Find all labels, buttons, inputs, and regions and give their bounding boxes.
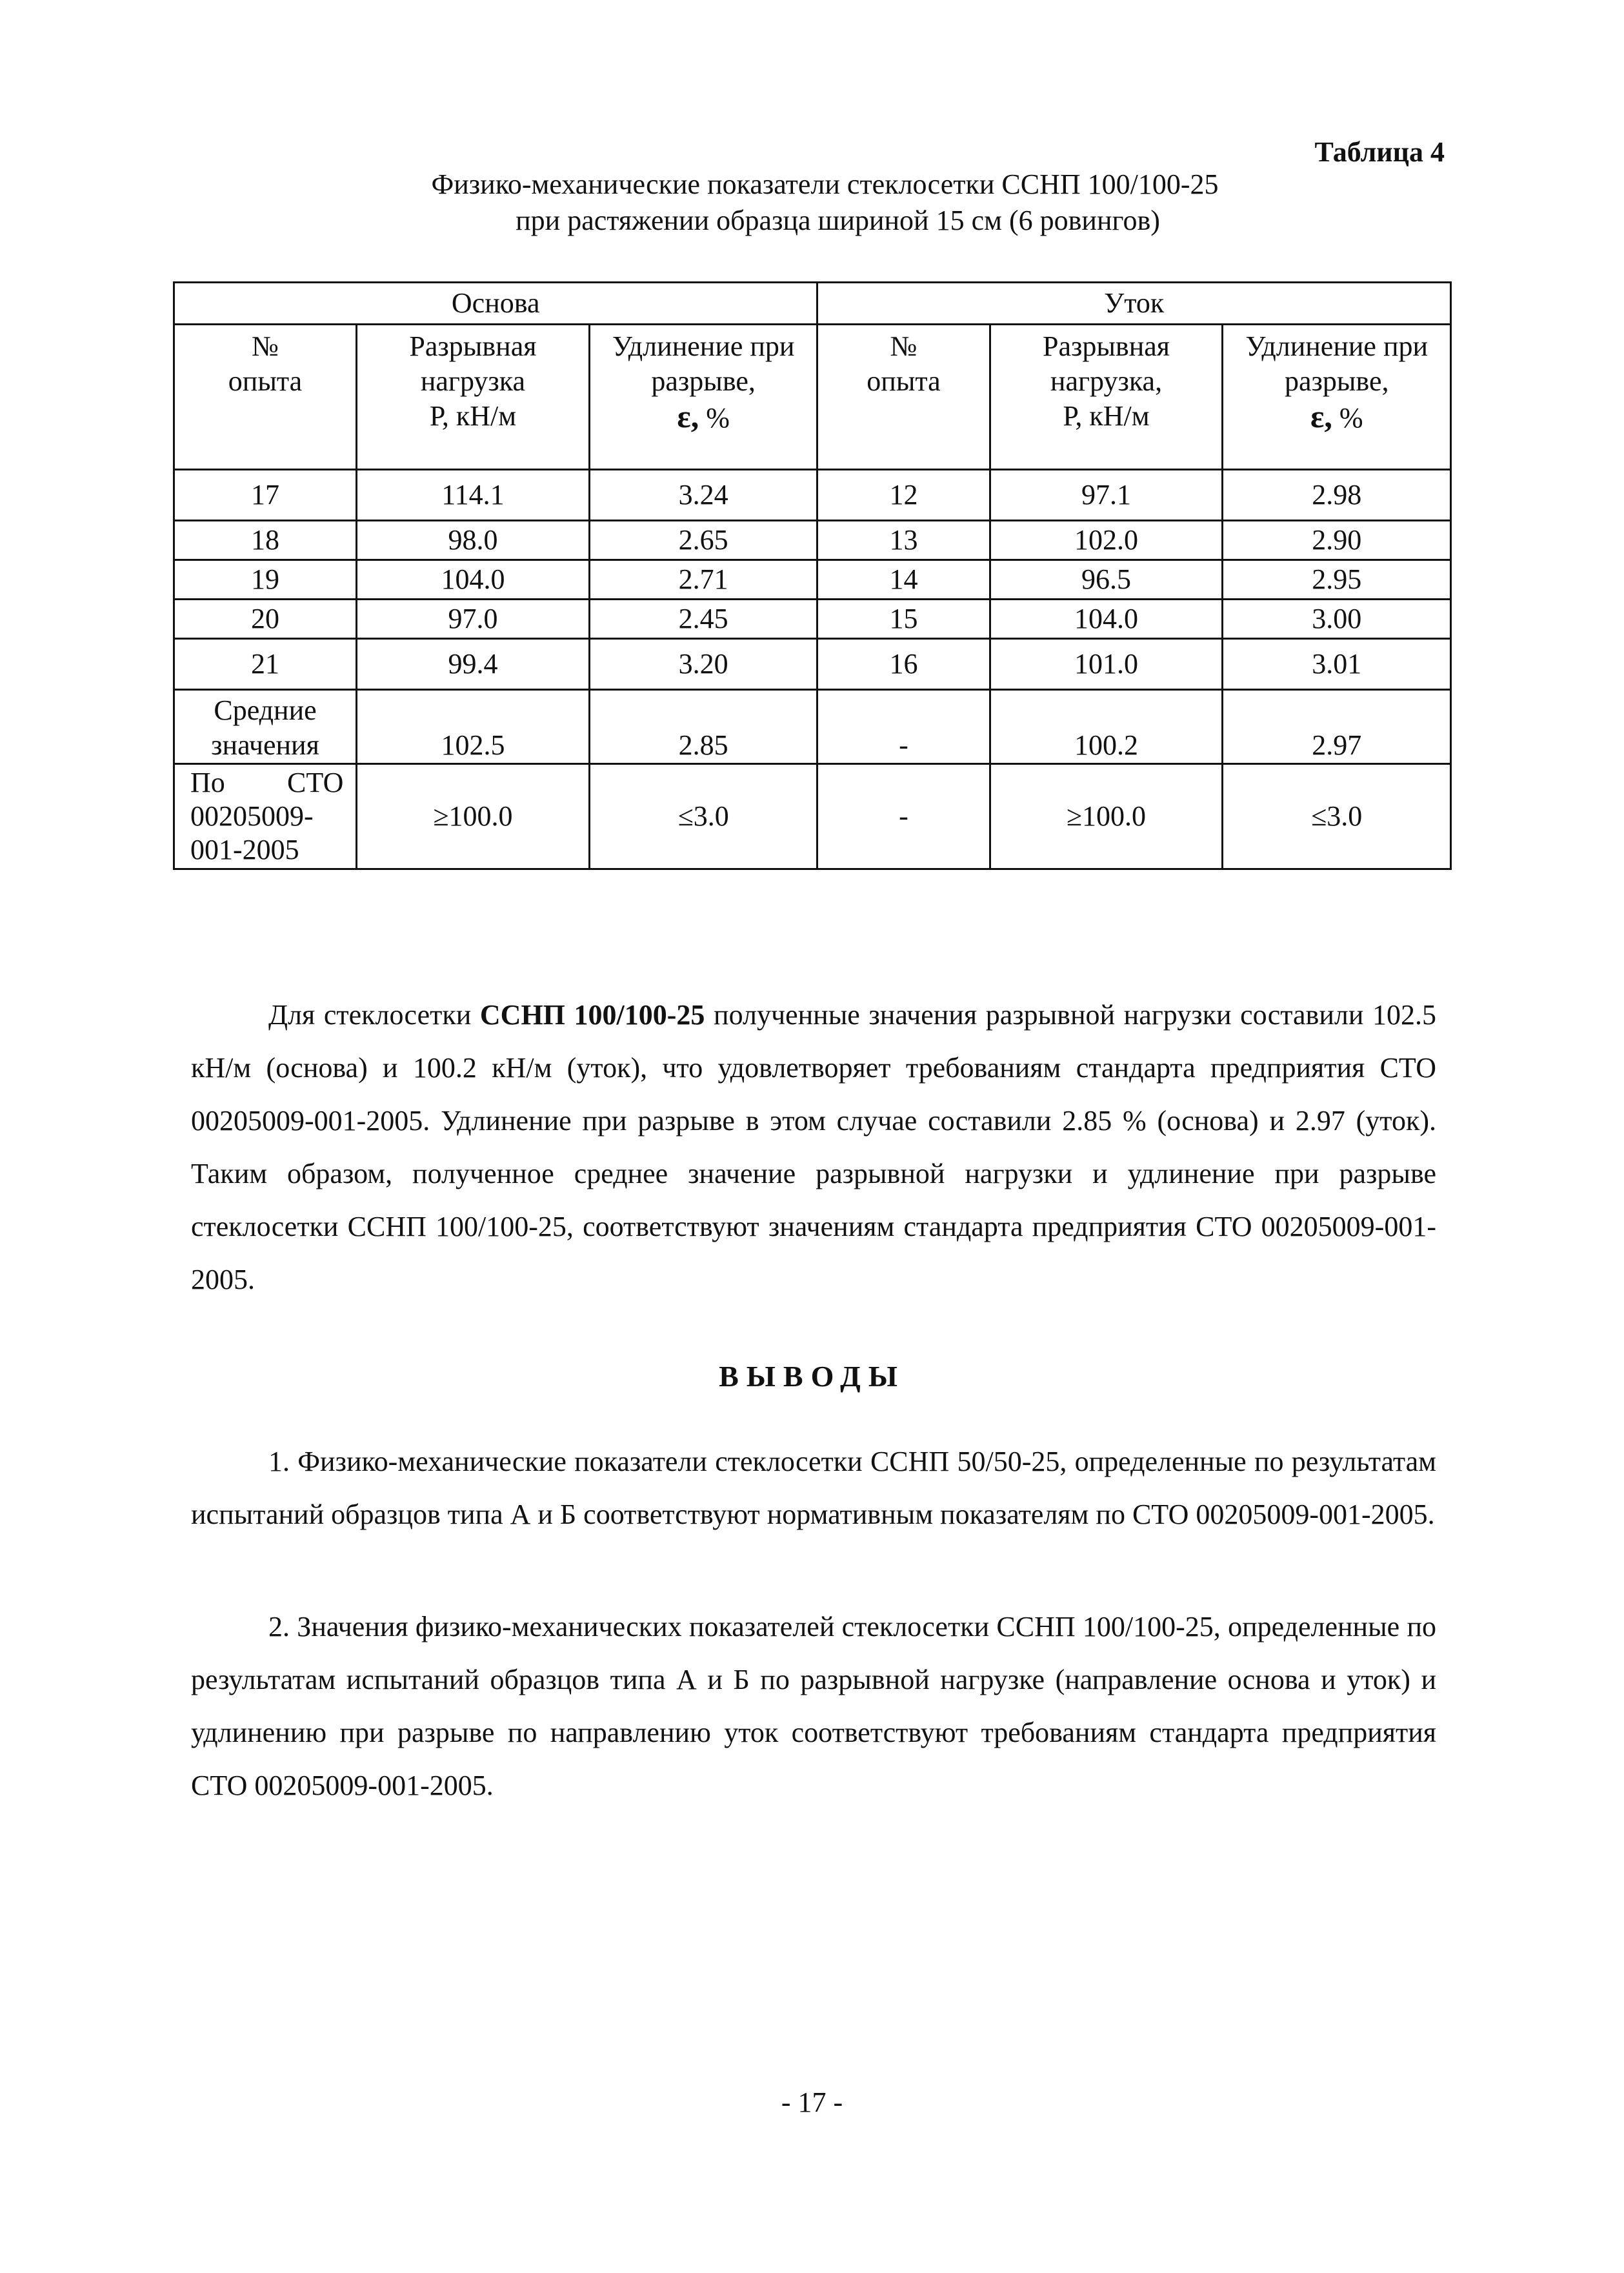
cell-o-elong: 3.24	[589, 470, 817, 521]
group-osnova: Основа	[174, 283, 817, 325]
table-group-header	[174, 283, 1451, 325]
header-elongation-osnova: Удлинение при разрыве, ε, %	[589, 325, 817, 470]
header-load-osnova: Разрывная нагрузка Р, кН/м	[357, 325, 590, 470]
epsilon-symbol: ε,	[1310, 398, 1332, 434]
conclusion-item: 2. Значения физико-механических показателей стеклосетки ССНП 100/100-25, определенные по результатам испытаний образцов типа А и Б по разрывной нагрузке (направление основа и уток) и удлинению при разрыве по направлению уток соответствуют требованиям стандарта предприятия СТО 00205009-001-2005.	[191, 1611, 1436, 1801]
cell-u-elong: 2.90	[1223, 521, 1451, 560]
table-column-header	[174, 325, 1451, 470]
mean-label: Средние значения	[174, 690, 357, 764]
product-name-bold: ССНП 100/100-25	[479, 999, 705, 1031]
cell-u-no: 13	[817, 521, 990, 560]
cell-u-load: 101.0	[990, 639, 1223, 690]
mean-u-load: 100.2	[990, 690, 1223, 764]
results-table	[173, 281, 1452, 870]
cell-u-no: 16	[817, 639, 990, 690]
group-utok: Уток	[817, 283, 1451, 325]
cell-u-no: 12	[817, 470, 990, 521]
table-number: Таблица 4	[1314, 136, 1445, 168]
cell-o-elong: 2.65	[589, 521, 817, 560]
standard-u-load: ≥100.0	[990, 764, 1223, 869]
mean-o-elong: 2.85	[589, 690, 817, 764]
standard-label: По СТО 00205009- 001-2005	[174, 764, 357, 869]
cell-u-load: 102.0	[990, 521, 1223, 560]
cell-o-no: 20	[174, 600, 357, 639]
cell-o-elong: 2.71	[589, 560, 817, 600]
caption-line-1: Физико-механические показатели стеклосетки ССНП 100/100-25	[431, 168, 1219, 200]
table-row	[174, 470, 1451, 521]
page-number: - 17 -	[781, 2086, 843, 2118]
cell-u-elong: 3.00	[1223, 600, 1451, 639]
table-row-mean	[174, 690, 1451, 764]
cell-u-no: 14	[817, 560, 990, 600]
header-elongation-utok: Удлинение при разрыве, ε, %	[1223, 325, 1451, 470]
table-caption	[0, 167, 1624, 239]
cell-u-load: 104.0	[990, 600, 1223, 639]
header-load-utok: Разрывная нагрузка, Р, кН/м	[990, 325, 1223, 470]
mean-o-load: 102.5	[357, 690, 590, 764]
cell-o-load: 97.0	[357, 600, 590, 639]
standard-u-no: -	[817, 764, 990, 869]
table-row	[174, 521, 1451, 560]
caption-line-2: при растяжении образца шириной 15 см (6 ровингов)	[516, 205, 1160, 236]
cell-u-elong: 3.01	[1223, 639, 1451, 690]
table-row	[174, 600, 1451, 639]
cell-o-no: 21	[174, 639, 357, 690]
epsilon-symbol: ε,	[677, 398, 699, 434]
cell-u-elong: 2.98	[1223, 470, 1451, 521]
cell-u-load: 97.1	[990, 470, 1223, 521]
mean-u-elong: 2.97	[1223, 690, 1451, 764]
header-no-osnova: № опыта	[174, 325, 357, 470]
standard-o-elong: ≤3.0	[589, 764, 817, 869]
cell-o-no: 17	[174, 470, 357, 521]
standard-o-load: ≥100.0	[357, 764, 590, 869]
header-no-utok: № опыта	[817, 325, 990, 470]
standard-u-elong: ≤3.0	[1223, 764, 1451, 869]
cell-o-elong: 3.20	[589, 639, 817, 690]
table-row-standard	[174, 764, 1451, 869]
cell-u-no: 15	[817, 600, 990, 639]
table-row	[174, 639, 1451, 690]
conclusions-heading: ВЫВОДЫ	[719, 1360, 905, 1393]
cell-o-elong: 2.45	[589, 600, 817, 639]
results-paragraph: Для стеклосетки ССНП 100/100-25 полученные значения разрывной нагрузки составили 102.5 кН/м (основа) и 100.2 кН/м (уток), что удовлетворяет требованиям стандарта предприятия СТО 00205009-001-2005. Удлинение при разрыве в этом случае составили 2.85 % (основа) и 2.97 (уток). Таким образом, полученное среднее значение разрывной нагрузки и удлинение при разрыве стеклосетки ССНП 100/100-25, соответствуют значениям стандарта предприятия СТО 00205009-001-2005.	[191, 999, 1436, 1295]
cell-o-load: 114.1	[357, 470, 590, 521]
cell-u-load: 96.5	[990, 560, 1223, 600]
cell-o-load: 104.0	[357, 560, 590, 600]
mean-u-no: -	[817, 690, 990, 764]
conclusion-item: 1. Физико-механические показатели стеклосетки ССНП 50/50-25, определенные по результатам испытаний образцов типа А и Б соответствуют нормативным показателям по СТО 00205009-001-2005.	[191, 1446, 1436, 1530]
cell-u-elong: 2.95	[1223, 560, 1451, 600]
cell-o-load: 99.4	[357, 639, 590, 690]
cell-o-no: 18	[174, 521, 357, 560]
table-row	[174, 560, 1451, 600]
cell-o-no: 19	[174, 560, 357, 600]
cell-o-load: 98.0	[357, 521, 590, 560]
